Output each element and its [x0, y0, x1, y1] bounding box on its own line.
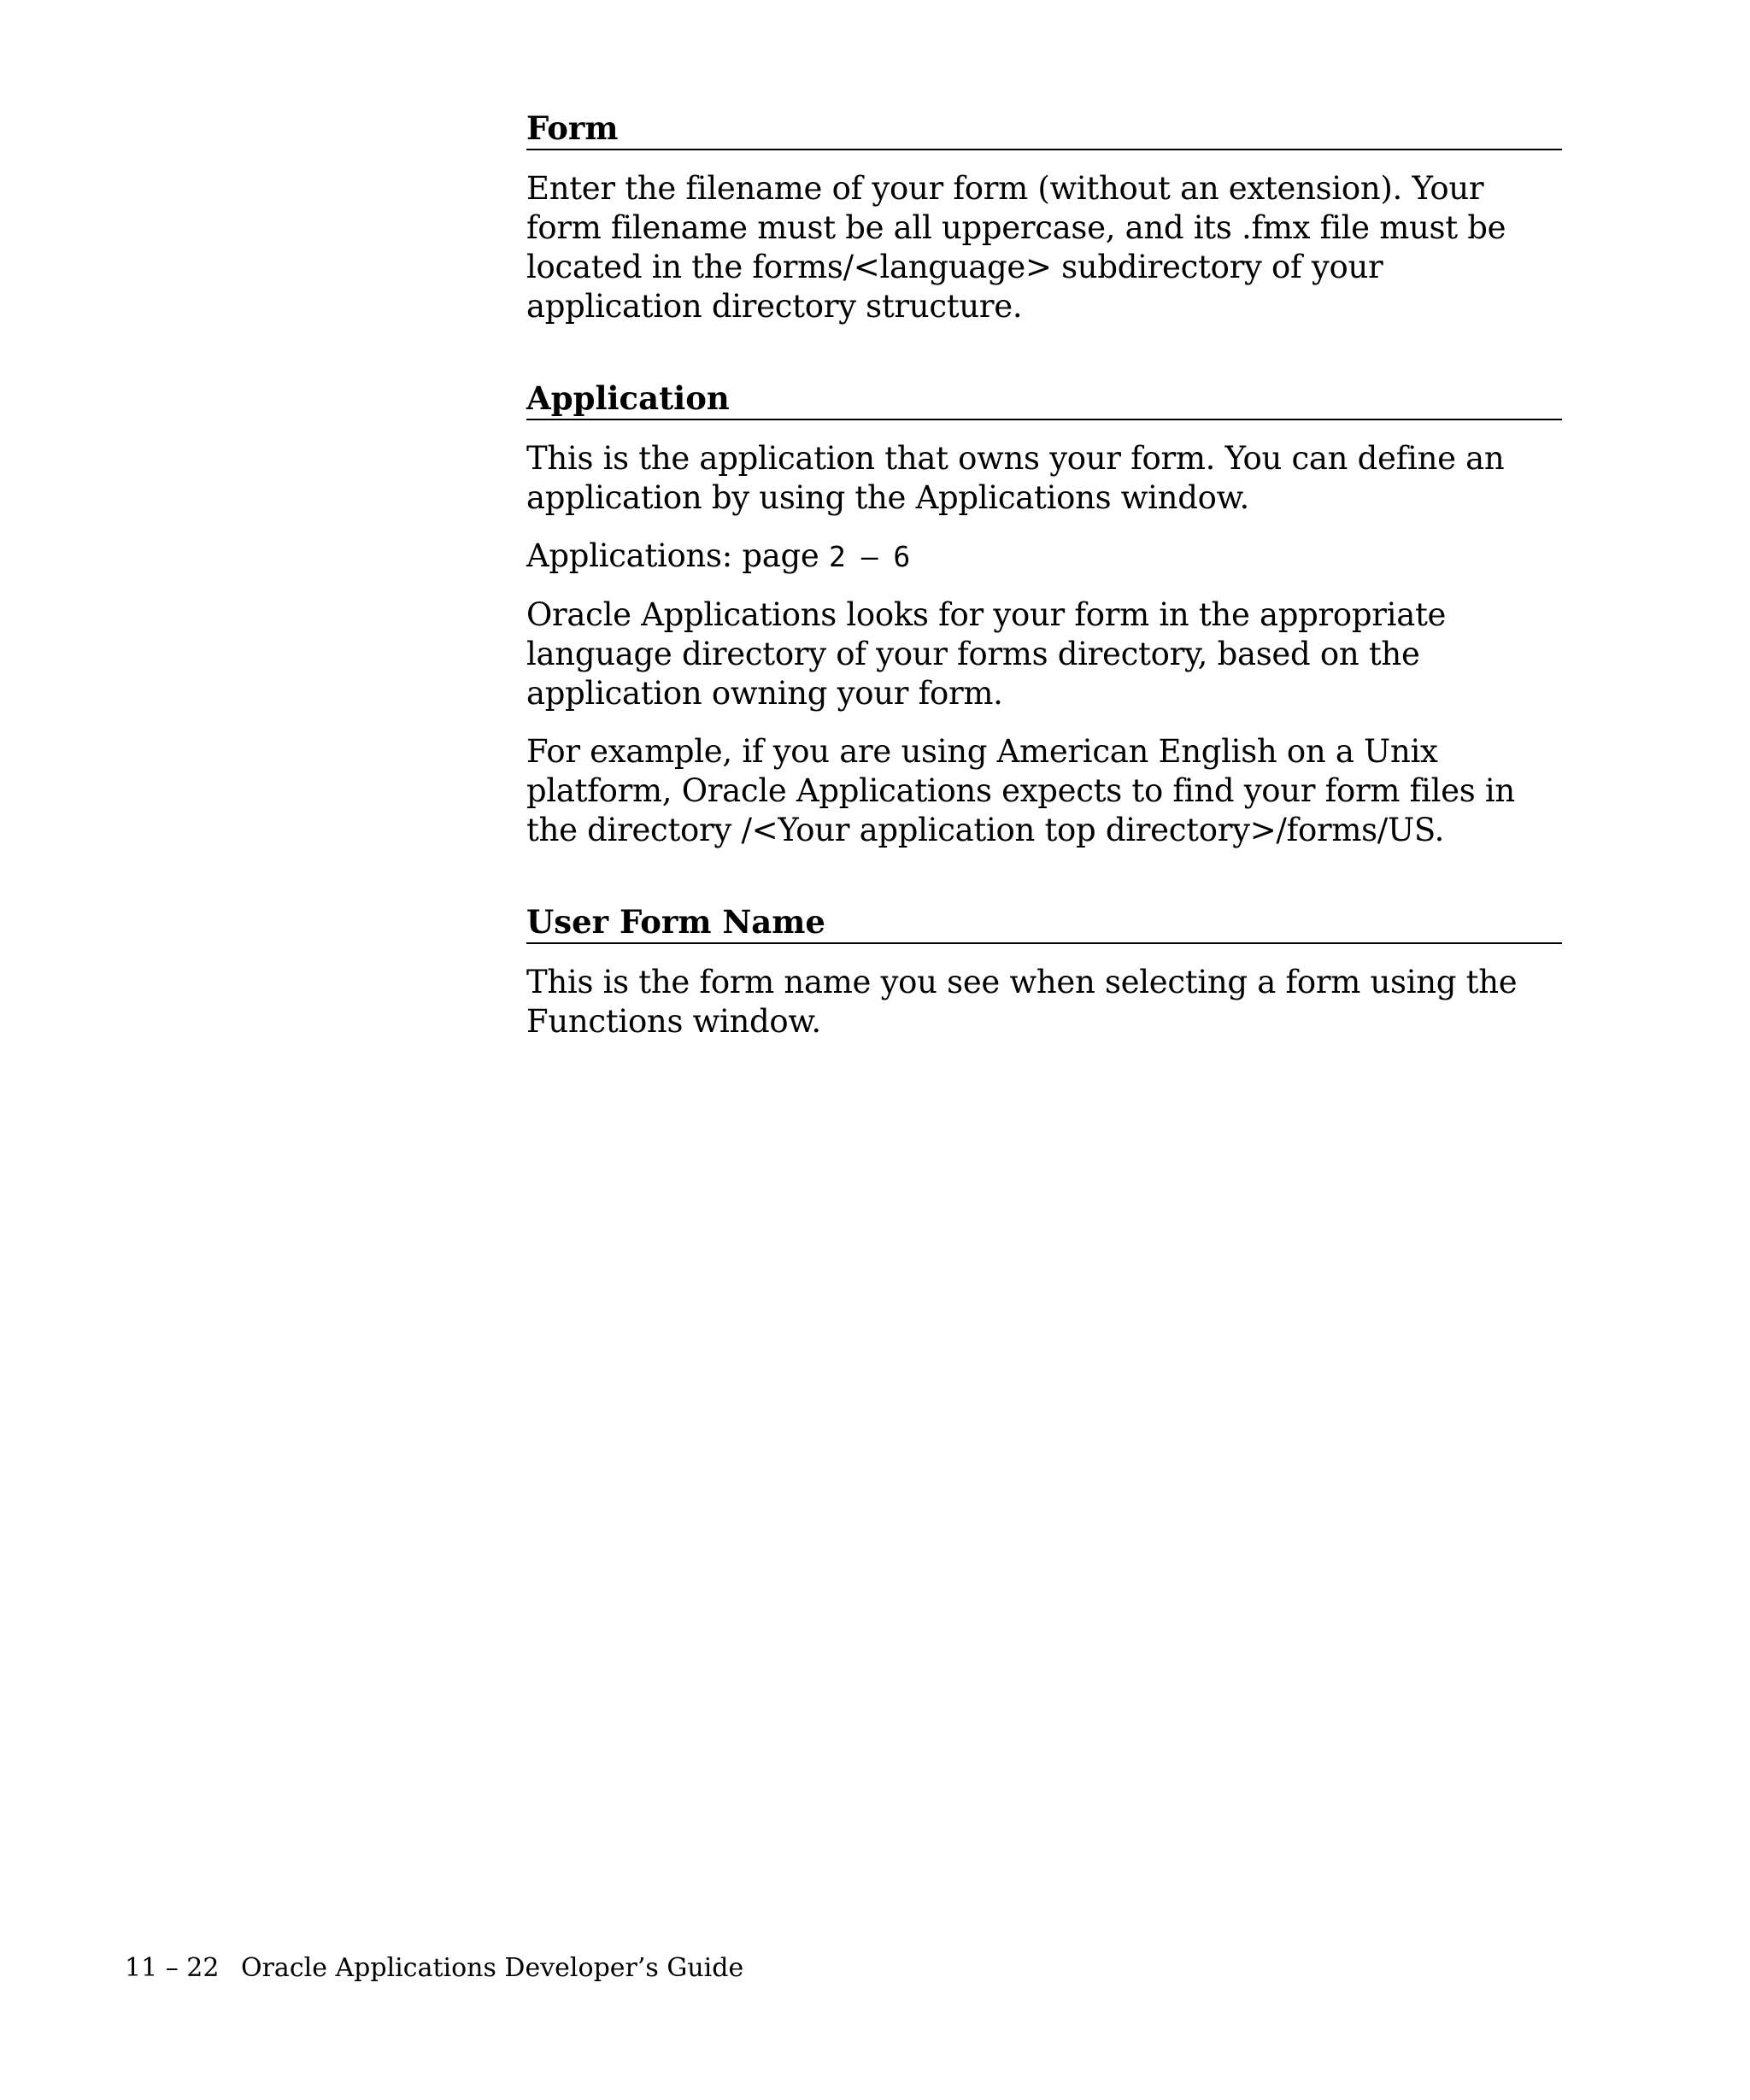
paragraph: This is the application that owns your form. You can define an application by using the Applications window.: [526, 440, 1505, 516]
paragraph: Enter the filename of your form (without an extension). Your form filename must be all uppercase, and its .fmx file must be located in the forms/<language> subdirectory of your application directory structure.: [526, 170, 1506, 325]
cross-reference-label: Applications: page: [526, 537, 829, 574]
paragraph: Oracle Applications looks for your form in the appropriate language directory of your forms directory, based on the application owning your form.: [526, 596, 1447, 712]
page-content: [526, 109, 1562, 1041]
footer-page-number: 11 – 22: [125, 1953, 220, 1983]
cross-reference: [526, 537, 1562, 577]
page-reference: 2 – 6: [828, 540, 910, 573]
section-form: [526, 109, 1562, 326]
section-user-form-name: [526, 903, 1562, 1041]
section-heading: User Form Name: [526, 903, 1562, 944]
section-heading: Application: [526, 379, 1562, 420]
page-footer: [125, 1953, 743, 1984]
footer-book-title: Oracle Applications Developer’s Guide: [241, 1953, 744, 1983]
paragraph: For example, if you are using American English on a Unix platform, Oracle Applications expects to find your form files in the directory /<Your application top directory>/forms/US.: [526, 733, 1515, 848]
paragraph: This is the form name you see when selecting a form using the Functions window.: [526, 964, 1518, 1040]
section-application: [526, 379, 1562, 850]
section-heading: Form: [526, 109, 1562, 150]
